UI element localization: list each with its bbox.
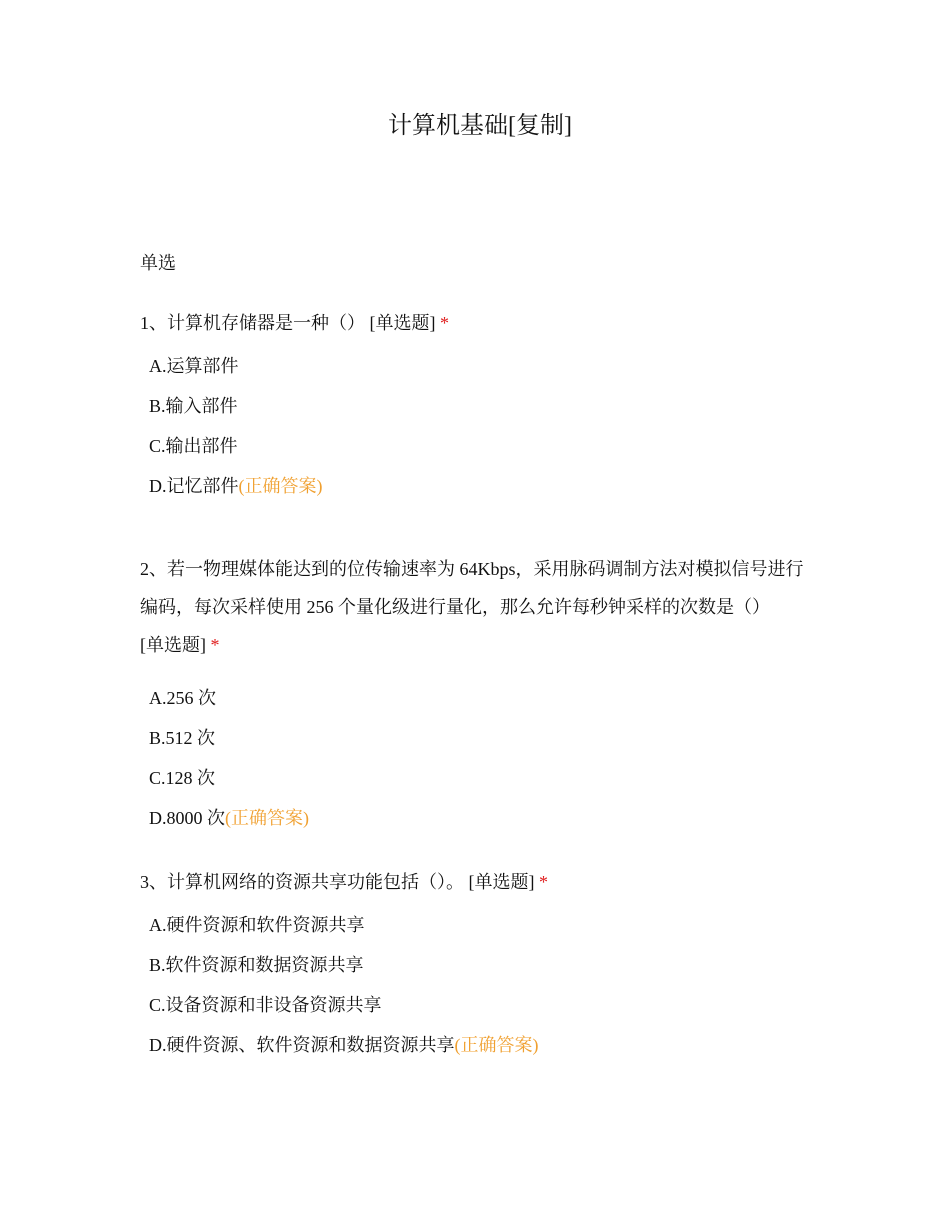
option-label: D.8000 次 xyxy=(149,808,225,828)
question-3-type-label: [单选题] xyxy=(468,872,535,892)
question-2-required-mark: * xyxy=(210,635,220,655)
question-1-stem: 1、计算机存储器是一种（） xyxy=(140,313,370,333)
option-label: D.记忆部件 xyxy=(149,476,239,496)
question-1 xyxy=(140,310,820,514)
question-1-required-mark: * xyxy=(440,313,449,333)
question-1-option-c xyxy=(149,434,820,458)
question-2 xyxy=(140,550,820,846)
question-2-stem: 2、若一物理媒体能达到的位传输速率为 64Kbps，采用脉码调制方法对模拟信号进行编码，每次采样使用 256 个量化级进行量化，那么允许每秒钟采样的次数是（） xyxy=(140,559,804,617)
question-3-text xyxy=(140,869,820,895)
question-1-type-label: [单选题] xyxy=(369,313,436,333)
option-label: B.输入部件 xyxy=(149,396,238,416)
section-heading: 单选 xyxy=(140,253,176,273)
option-label: C.128 次 xyxy=(149,768,216,788)
question-1-option-d xyxy=(149,474,820,498)
option-label: A.256 次 xyxy=(149,688,216,708)
question-3-option-a xyxy=(149,913,820,937)
correct-answer-mark: (正确答案) xyxy=(454,1035,539,1055)
question-3 xyxy=(140,869,820,1073)
option-label: D.硬件资源、软件资源和数据资源共享 xyxy=(149,1035,455,1055)
question-3-required-mark: * xyxy=(539,872,548,892)
question-2-option-a xyxy=(149,686,820,710)
question-3-option-c xyxy=(149,993,820,1017)
option-label: C.设备资源和非设备资源共享 xyxy=(149,995,382,1015)
question-3-stem: 3、计算机网络的资源共享功能包括（）。 xyxy=(140,872,469,892)
option-label: B.软件资源和数据资源共享 xyxy=(149,955,364,975)
question-2-option-d xyxy=(149,806,820,830)
option-label: A.硬件资源和软件资源共享 xyxy=(149,915,365,935)
option-label: C.输出部件 xyxy=(149,436,238,456)
question-1-option-b xyxy=(149,394,820,418)
question-3-option-b xyxy=(149,953,820,977)
question-1-options xyxy=(140,354,820,498)
question-3-options xyxy=(140,913,820,1057)
option-label: B.512 次 xyxy=(149,728,216,748)
option-label: A.运算部件 xyxy=(149,356,239,376)
question-2-option-c xyxy=(149,766,820,790)
correct-answer-mark: (正确答案) xyxy=(238,476,323,496)
question-2-text xyxy=(140,550,820,664)
question-1-text xyxy=(140,310,820,336)
question-3-option-d xyxy=(149,1033,820,1057)
question-2-type-label: [单选题] xyxy=(140,635,206,655)
correct-answer-mark: (正确答案) xyxy=(225,808,309,828)
question-2-options xyxy=(140,686,820,830)
document-title: 计算机基础[复制] xyxy=(388,113,572,139)
question-1-option-a xyxy=(149,354,820,378)
question-2-option-b xyxy=(149,726,820,750)
